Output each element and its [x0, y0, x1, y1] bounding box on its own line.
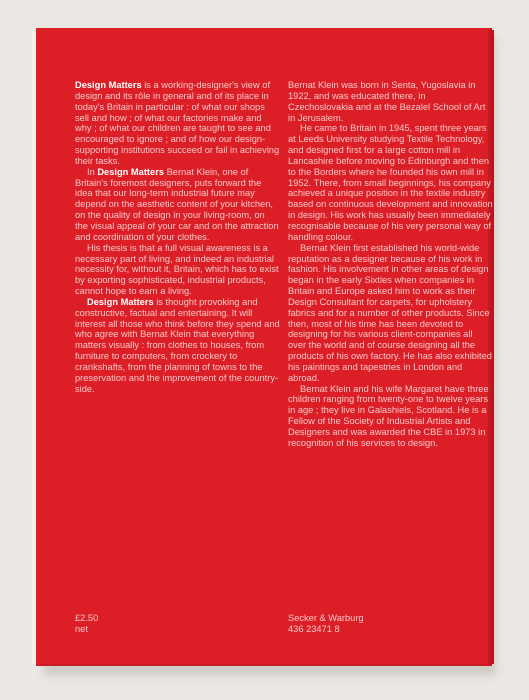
blurb-paragraph: Design Matters is thought provoking and constructive, factual and entertaining. It will interest all those who think before they spend and who agree with Bernat Klein that everything matters visually : from clothes to houses, from furniture to computers, from crockery to crankshafts, from the planning of towns to the preservation and the improvement of the country-side.: [75, 296, 280, 394]
bio-paragraph: Bernat Klein and his wife Margaret have three children ranging from twenty-one to twelve years in age ; they live in Galashiels, Scotland. He is a Fellow of the Society of Industrial Artists and Designers and was awarded the CBE in 1973 in recognition of his services to design.: [288, 383, 489, 448]
author-bio-column: [288, 80, 493, 449]
bio-paragraph: He came to Britain in 1945, spent three years at Leeds University studying Textile Technology, and designed first for a large cotton mill in Lancashire before moving to Edinburgh and then to the Borders where he founded his own mill in 1952. There, from small beginnings, his company achieved a unique position in the textile industry based on continuous development and innovation in design. His work has usually been immediately recognisable because of his very personal way of handling colour.: [288, 123, 493, 242]
book-title-bold: Design Matters: [87, 296, 154, 307]
bio-paragraph: Bernat Klein first established his world-wide reputation as a designer because of his work in fashion. His involvement in other areas of design began in the early Sixties when companies in Britain and Europe asked him to work as their Design Consultant for carpets, for upholstery fabrics and for a number of other products. Since then, most of his time has been devoted to designing for his various client-companies all over the world and of course designing all the products of his own factory. He has also exhibited his paintings and tapestries in London and abroad.: [288, 242, 492, 383]
book-title-bold: Design Matters: [97, 166, 164, 177]
blurb-paragraph: His thesis is that a full visual awareness is a necessary part of living, and indeed an industrial necessity for, without it, Britain, which has to exist by exporting sophisticated, industrial products, cannot hope to earn a living.: [75, 242, 279, 297]
bio-paragraph: Bernat Klein was born in Senta, Yugoslavia in 1922, and was educated there, in Czechoslovakia and at the Bezalel School of Art in Jerusalem.: [288, 80, 486, 123]
blurb-paragraph: Design Matters is a working-designer's view of design and its rôle in general and of its place in today's Britain in particular : of what our shops sell and how ; of what our factories make and why ; of what our children are taught to see and encouraged to ignore ; and of how our design-supporting institutions succeed or fail in achieving their tasks.: [75, 80, 280, 166]
blurb-column: [75, 80, 280, 394]
publisher-label: Secker & Warburg 436 23471 8: [288, 613, 364, 634]
price-label: £2.50 net: [75, 613, 99, 634]
blurb-paragraph: In Design Matters Bernat Klein, one of Britain's foremost designers, puts forward the idea that our long-term industrial future may depend on the aesthetic content of your kitchen, on the quality of design in your living-room, on the visual appeal of your car and on the attraction and coordination of your clothes.: [75, 166, 279, 242]
book-title-bold: Design Matters: [75, 80, 142, 90]
